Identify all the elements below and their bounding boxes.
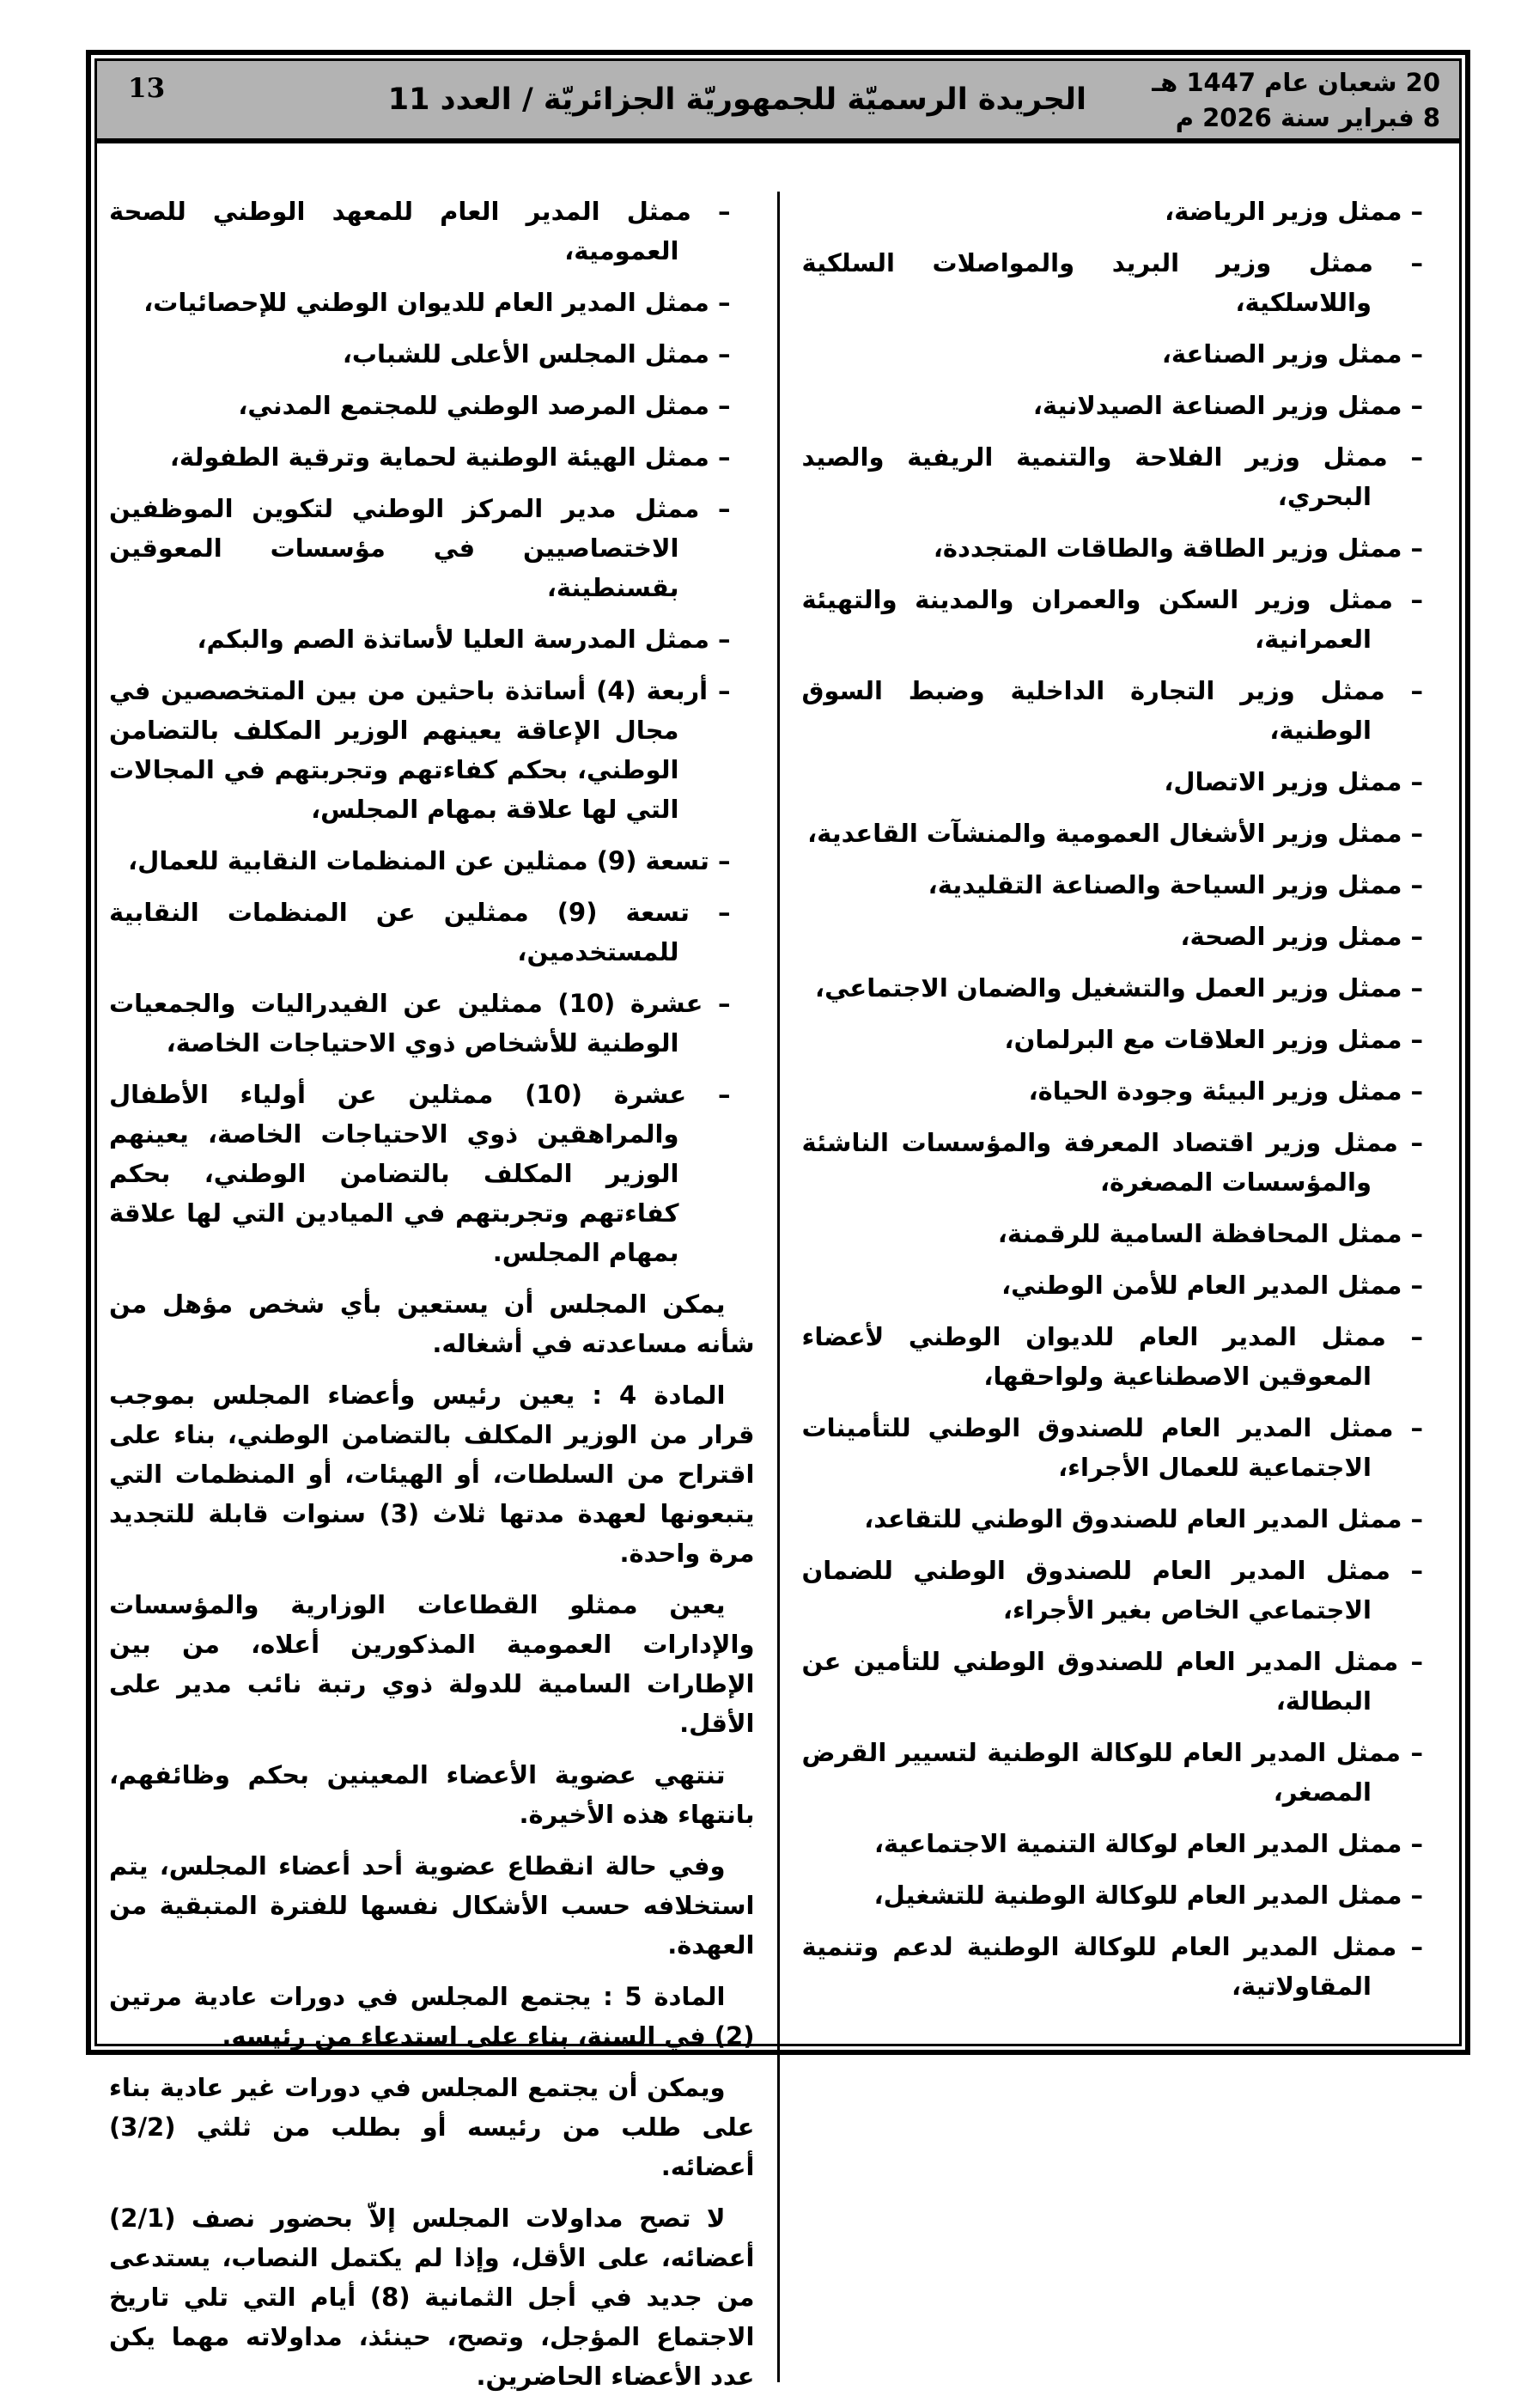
list-item: – ممثل وزير السياحة والصناعة التقليدية، bbox=[928, 870, 1423, 899]
paragraph bbox=[109, 2198, 755, 2396]
page-number: 13 bbox=[128, 73, 166, 104]
list-item: – ممثل وزير البريد والمواصلات السلكية واللاسلكية، bbox=[801, 248, 1423, 317]
paragraph bbox=[109, 489, 755, 607]
right-column bbox=[780, 192, 1460, 2408]
paragraph bbox=[109, 2068, 755, 2186]
page-frame-inner bbox=[94, 58, 1462, 2391]
paragraph-text: – تسعة (9) ممثلين عن المنظمات النقابية للعمال، bbox=[128, 846, 731, 875]
list-item: – ممثل وزير التجارة الداخلية وضبط السوق الوطنية، bbox=[801, 676, 1423, 745]
paragraph-text: – ممثل مدير المركز الوطني لتكوين الموظفين الاختصاصيين في مؤسسات المعوقين بقسنطينة، bbox=[109, 494, 731, 602]
journal-title: الجريدة الرسميّة للجمهوريّة الجزائريّة / العدد 11 bbox=[387, 82, 1087, 117]
list-item: – ممثل وزير الصناعة، bbox=[1161, 339, 1423, 369]
page-frame bbox=[86, 50, 1470, 2391]
paragraph-text: – تسعة (9) ممثلين عن المنظمات النقابية للمستخدمين، bbox=[109, 898, 731, 966]
left-column bbox=[97, 192, 777, 2408]
list-item: – ممثل وزير الصحة، bbox=[1180, 922, 1423, 951]
list-item: – ممثل المدير العام للصندوق الوطني للضمان الاجتماعي الخاص بغير الأجراء، bbox=[801, 1556, 1423, 1625]
paragraph bbox=[109, 984, 755, 1063]
list-item: – ممثل المحافظة السامية للرقمنة، bbox=[997, 1219, 1423, 1248]
list-item: – ممثل وزير الصناعة الصيدلانية، bbox=[1032, 391, 1423, 420]
paragraph-text: – ممثل المدير العام للمعهد الوطني للصحة العمومية، bbox=[109, 197, 731, 265]
paragraph-text: يمكن المجلس أن يستعين بأي شخص مؤهل من شأنه مساعدته في أشغاله. bbox=[109, 1289, 755, 1358]
paragraph bbox=[109, 1075, 755, 1272]
paragraph-text: – ممثل المدير العام للديوان الوطني للإحصائيات، bbox=[143, 288, 731, 317]
paragraph bbox=[109, 1585, 755, 1743]
paragraph bbox=[109, 283, 755, 322]
list-item: – ممثل وزير الرياضة، bbox=[1165, 197, 1423, 226]
paragraph bbox=[109, 671, 755, 829]
list-item: – ممثل وزير الاتصال، bbox=[1164, 767, 1423, 796]
list-item: – ممثل وزير الأشغال العمومية والمنشآت القاعدية، bbox=[807, 819, 1423, 848]
paragraph bbox=[109, 893, 755, 972]
paragraph-text: – ممثل المدرسة العليا لأساتذة الصم والبكم، bbox=[197, 625, 731, 654]
paragraph-text: – ممثل الهيئة الوطنية لحماية وترقية الطفولة، bbox=[169, 442, 731, 472]
paragraph bbox=[109, 386, 755, 425]
paragraph bbox=[109, 192, 755, 271]
list-item: – ممثل المدير العام لوكالة التنمية الاجتماعية، bbox=[873, 1829, 1423, 1858]
paragraph-text: لا تصح مداولات المجلس إلاّ بحضور نصف (2/1) أعضائه، على الأقل، وإذا لم يكتمل النصاب، يستدعى من جديد في أجل الثمانية (8) أيام التي تلي تاريخ الاجتماع المؤجل، وتصح، حينئذ، مداولاته مهما يكن عدد الأعضاء الحاضرين. bbox=[109, 2204, 755, 2391]
paragraph-text: – عشرة (10) ممثلين عن الفيدراليات والجمعيات الوطنية للأشخاص ذوي الاحتياجات الخاصة، bbox=[109, 989, 731, 1058]
list-item: – ممثل المدير العام للوكالة الوطنية لتسيير القرض المصغر، bbox=[801, 1738, 1423, 1807]
paragraph-text: ويمكن أن يجتمع المجلس في دورات غير عادية بناء على طلب من رئيسه أو بطلب من ثلثي (3/2) أعضائه. bbox=[109, 2073, 755, 2181]
header-band bbox=[97, 61, 1459, 143]
list-item: – ممثل وزير الطاقة والطاقات المتجددة، bbox=[933, 533, 1423, 563]
header-dates bbox=[1105, 61, 1459, 138]
list-item: – ممثل وزير السكن والعمران والمدينة والتهيئة العمرانية، bbox=[801, 585, 1423, 654]
paragraph-text: – أربعة (4) أساتذة باحثين من بين المتخصصين في مجال الإعاقة يعينهم الوزير المكلف بالتضامن الوطني، بحكم كفاءتهم وتجربتهم في المجالات التي لها علاقة بمهام المجلس، bbox=[109, 676, 731, 824]
paragraph-text: – عشرة (10) ممثلين عن أولياء الأطفال والمراهقين ذوي الاحتياجات الخاصة، يعينهم الوزير المكلف بالتضامن الوطني، بحكم كفاءتهم وتجربتهم في الميادين التي لها علاقة بمهام المجلس. bbox=[109, 1080, 731, 1267]
paragraph bbox=[109, 334, 755, 374]
list-item: – ممثل وزير البيئة وجودة الحياة، bbox=[1028, 1076, 1423, 1106]
column-divider bbox=[777, 192, 780, 2382]
gregorian-date: 8 فبراير سنة 2026 م bbox=[1175, 103, 1440, 132]
list-item: – ممثل وزير العلاقات مع البرلمان، bbox=[1004, 1025, 1423, 1054]
list-item: – ممثل وزير اقتصاد المعرفة والمؤسسات الناشئة والمؤسسات المصغرة، bbox=[801, 1128, 1423, 1197]
list-item: – ممثل المدير العام للأمن الوطني، bbox=[1001, 1271, 1423, 1300]
content-columns bbox=[97, 143, 1459, 2408]
list-item: – ممثل المدير العام للديوان الوطني لأعضاء المعوقين الاصطناعية ولواحقها، bbox=[801, 1322, 1423, 1391]
paragraph-text: يعين ممثلو القطاعات الوزارية والمؤسسات والإدارات العمومية المذكورين أعلاه، من بين الإطارات السامية للدولة ذوي رتبة نائب مدير على الأقل. bbox=[109, 1590, 755, 1738]
paragraph bbox=[109, 437, 755, 477]
paragraph-text: يعين رئيس وأعضاء المجلس بموجب قرار من الوزير المكلف بالتضامن الوطني، بناء على اقتراح من السلطات، أو الهيئات، أو المنظمات التي يتبعونها لعهدة مدتها ثلاث (3) سنوات قابلة للتجديد مرة واحدة. bbox=[109, 1381, 755, 1568]
paragraph bbox=[109, 1846, 755, 1965]
hijri-date: 20 شعبان عام 1447 هـ bbox=[1152, 68, 1440, 97]
article-label: المادة 4 : bbox=[575, 1381, 726, 1410]
paragraph bbox=[109, 1375, 755, 1573]
paragraph-text: – ممثل المرصد الوطني للمجتمع المدني، bbox=[238, 391, 731, 420]
paragraph bbox=[109, 1755, 755, 1834]
paragraph-text: وفي حالة انقطاع عضوية أحد أعضاء المجلس، يتم استخلافه حسب الأشكال نفسها للفترة المتبقية من العهدة. bbox=[109, 1851, 755, 1960]
paragraph-text: تنتهي عضوية الأعضاء المعينين بحكم وظائفهم، بانتهاء هذه الأخيرة. bbox=[109, 1760, 755, 1829]
paragraph-text: – ممثل المجلس الأعلى للشباب، bbox=[342, 339, 731, 369]
paragraph-text: يجتمع المجلس في دورات عادية مرتين (2) في السنة، بناء على استدعاء من رئيسه. bbox=[109, 1982, 755, 2051]
list-item: – ممثل المدير العام للصندوق الوطني للتقاعد، bbox=[864, 1504, 1423, 1533]
list-item: – ممثل المدير العام للوكالة الوطنية للتشغيل، bbox=[873, 1881, 1423, 1910]
list-item: – ممثل المدير العام للصندوق الوطني للتأمين عن البطالة، bbox=[801, 1647, 1423, 1716]
article-label: المادة 5 : bbox=[591, 1982, 726, 2011]
list-item: – ممثل المدير العام للصندوق الوطني للتأمينات الاجتماعية للعمال الأجراء، bbox=[801, 1413, 1423, 1482]
list-item: – ممثل المدير العام للوكالة الوطنية لدعم وتنمية المقاولاتية، bbox=[801, 1932, 1423, 2001]
paragraph bbox=[109, 841, 755, 881]
paragraph bbox=[109, 1977, 755, 2056]
paragraph bbox=[109, 1284, 755, 1363]
list-item: – ممثل وزير العمل والتشغيل والضمان الاجتماعي، bbox=[815, 973, 1423, 1003]
list-item: – ممثل وزير الفلاحة والتنمية الريفية والصيد البحري، bbox=[801, 442, 1423, 511]
paragraph bbox=[109, 619, 755, 659]
